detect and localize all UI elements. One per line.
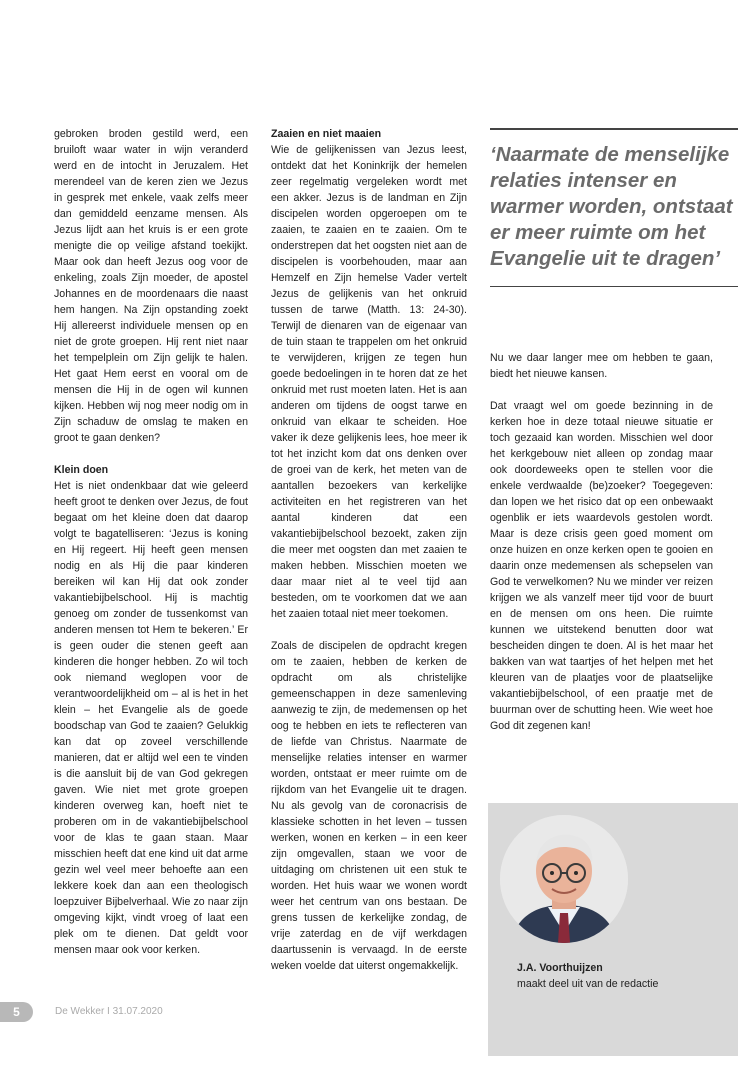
page-number-badge: 5 <box>0 1002 33 1022</box>
pull-quote-text: ‘Naarmate de menselijke relaties intenser en warmer worden, ontstaat er meer ruimte om het Evangelie uit te dragen’ <box>490 142 733 270</box>
author-portrait-icon <box>500 815 628 943</box>
column-2 <box>271 126 467 990</box>
author-role: maakt deel uit van de redactie <box>517 978 659 990</box>
footer-publication: De Wekker I 31.07.2020 <box>55 1006 163 1017</box>
col1-paragraph-2: Het is niet ondenkbaar dat wie geleerd heeft groot te denken over Jezus, de fout begaat om het kleine doen dat daarop volgt te bagatelliseren: ‘Jezus is koning en Hij regeert. Hij heeft geen mensen nodig en als Hij die paar kinderen bereiken wil kan Hij dat ook zonder vakantiebijbelschool. Hij is machtig genoeg om zonder de tussenkomst van anderen mensen tot Hem te bekeren.’ Er is geen ouder die stenen geeft aan kinderen die honger hebben. Zo wil toch ook niemand weglopen voor de verantwoordelijkheid om – al is het in het klein – het Evangelie als de goede boodschap van God te zaaien? Gelukkig kan dat op zoveel verschillende manieren, dat er altijd wel een te vinden is die aansluit bij de van God gekregen gaven. Wie niet met grote groepen kinderen overweg kan, hoeft niet te proberen om in de vakantiebijbelschool voor de klas te gaan staan. Maar misschien heeft dat ene kind uit dat arme gezin wel veel meer behoefte aan een lekkere koek dan aan een theologisch loepzuiver Bijbelverhaal. Wie zo naar zijn omgeving kijkt, vindt vroeg of laat een plek om te dienen. Dat geldt voor mensen maar ook voor kerken. <box>54 480 248 956</box>
col3-paragraph-2: Dat vraagt wel om goede bezinning in de kerken hoe in deze totaal nieuwe situatie er toch gezaaid kan worden. Misschien wel door het kerkgebouw niet alleen op zondag maar ook doordeweeks open te stellen voor die enkele verdwaalde (be)zoeker? Toegegeven: dan lopen we het risico dat op een onbewaakt ogenblik er iets waardevols gestolen wordt. Maar is deze crisis geen goed moment om onze huizen en onze kerken open te gooien en daarin onze medemensen als schepselen van God te verwelkomen? Nu we minder ver reizen krijgen we als vanzelf meer tijd voor de buurt en de mensen om ons heen. Die ruimte kunnen we uitstekend benutten door wat bescheiden dingen te doen. Al is het maar het bakken van wat taartjes of het helpen met het kleuren van de plaatjes voor de plaatselijke vakantiebijbelschool, of een praatje met de buurman over de schutting heen. Wie weet hoe God dit zegenen kan! <box>490 400 713 732</box>
col1-paragraph-1: gebroken broden gestild werd, een bruiloft waar water in wijn veranderd werd en de intocht in Jeruzalem. Het merendeel van de keren zien we Jezus in gesprek met enkele, vaak zelfs meer dan gemiddeld eenzame mensen. Als Jezus lijdt aan het kruis is er een grote menigte die op veilige afstand toekijkt. Maar ook dan heeft Jezus oog voor de enkeling, zoals Zijn moeder, de apostel Johannes en de moordenaars die naast hem hangen. Na Zijn opstanding zoekt Hij allereerst individuele mensen op en niet de grote groepen. Hij rent niet naar het tempelplein om Zijn gelijk te halen. Het gaat Hem eerst en vooral om de mensen die Hij in de ogen wil kunnen kijken. Hebben wij nog meer nodig om in Zijn schaduw de omslag te maken en groot te gaan denken? <box>54 128 248 444</box>
author-name: J.A. Voorthuijzen <box>517 962 603 974</box>
col2-paragraph-1: Wie de gelijkenissen van Jezus leest, ontdekt dat het Koninkrijk der hemelen zeer regelmatig vergeleken wordt met een akker. Jezus is de landman en Zijn discipelen worden opgeroepen om te zaaien, te zaaien en te zaaien. Om te onderstrepen dat het oogsten niet aan de discipelen is voorbehouden, maar aan Hemzelf en Zijn hemelse Vader vertelt Jezus de gelijkenis van het onkruid tussen de tarwe (Matth. 13: 24-30). Terwijl de dienaren van de eigenaar van de tuin staan te trappelen om het onkruid te verwijderen, krijgen ze tegen hun goede bedoelingen in te horen dat ze het onkruid met rust moeten laten. Het is aan anderen om tijdens de oogst tarwe en onkruid van elkaar te scheiden. Hoe vaker ik deze gelijkenis lees, hoe meer ik tot het inzicht kom dat ons denken over de groei van de kerk, het meten van de aantallen bezoekers van kerkelijke activiteiten en het registreren van het aantal kinderen dat een vakantiebijbelschool bezoekt, zaken zijn die meer met oogsten dan met zaaien te maken hebben. Misschien moeten we daar maar niet al te veel tijd aan besteden, om te voorkomen dat we aan het zaaien totaal niet meer toekomen. <box>271 144 467 620</box>
col1-heading: Klein doen <box>54 464 109 476</box>
col2-paragraph-2: Zoals de discipelen de opdracht kregen om te zaaien, hebben de kerken de opdracht om als christelijke gemeenschappen in deze samenleving aanwezig te zijn, de medemensen op het oog te hebben en iets te reflecteren van de liefde van Christus. Naarmate de menselijke relaties intenser en warmer worden, ontstaat er meer ruimte om de rijkdom van het Evangelie uit te dragen. Nu als gevolg van de coronacrisis de klassieke schotten in het leven – tussen werken, wonen en kerken – in een keer zijn omgevallen, staan we voor de uitdaging om christenen uit een stuk te worden. Het huis waar we wonen wordt weer het centrum van ons bestaan. De grens tussen de kerkelijke zondag, de vrije zaterdag en de vijf werkdagen daartussenin is vervaagd. In de eerste weken voelde dat uiterst ongemakkelijk. <box>271 640 467 972</box>
col3-paragraph-1: Nu we daar langer mee om hebben te gaan, biedt het nieuwe kansen. <box>490 352 713 380</box>
column-3 <box>490 350 713 750</box>
quote-bottom-rule <box>490 286 738 288</box>
column-1 <box>54 126 248 974</box>
col2-heading: Zaaien en niet maaien <box>271 128 382 140</box>
pull-quote <box>490 128 738 287</box>
quote-top-rule <box>490 128 738 130</box>
